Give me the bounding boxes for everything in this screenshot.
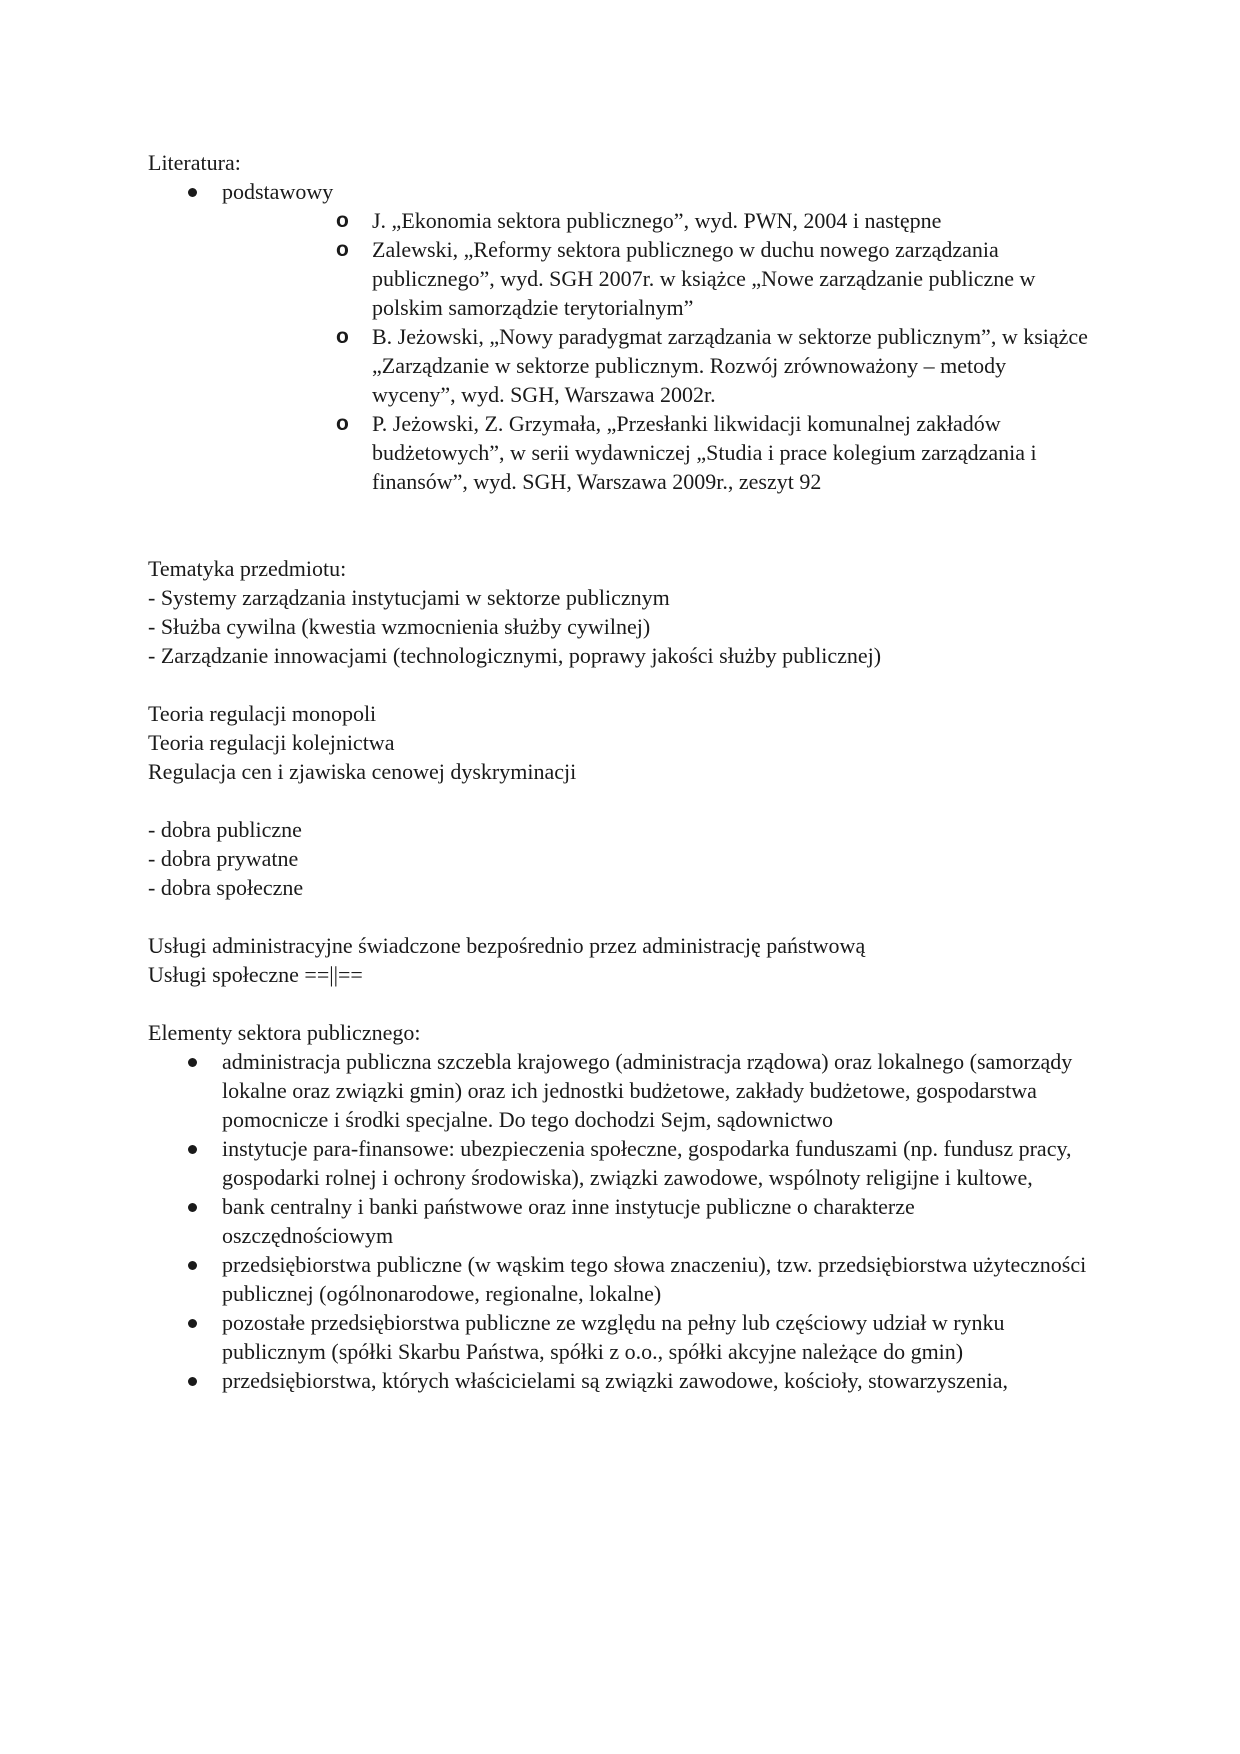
teoria-line: Regulacja cen i zjawiska cenowej dyskryminacji xyxy=(148,759,577,784)
literatura-list xyxy=(148,177,1088,496)
list-item: przedsiębiorstwa, których właścicielami są związki zawodowe, kościoły, stowarzyszenia, xyxy=(148,1366,1088,1395)
teoria-line: Teoria regulacji monopoli xyxy=(148,701,377,726)
list-item: o J. „Ekonomia sektora publicznego”, wyd. PWN, 2004 i następne xyxy=(222,206,1088,235)
elementy-list xyxy=(148,1047,1088,1395)
tematyka-heading: Tematyka przedmiotu: xyxy=(148,556,347,581)
literatura-sublist xyxy=(222,206,1088,496)
document-page xyxy=(148,148,1088,1395)
teoria-line: Teoria regulacji kolejnictwa xyxy=(148,730,395,755)
tematyka-line: - Zarządzanie innowacjami (technologicznymi, poprawy jakości służby publicznej) xyxy=(148,643,882,668)
uslugi-line: Usługi administracyjne świadczone bezpośrednio przez administrację państwową xyxy=(148,933,866,958)
dobra-line: - dobra społeczne xyxy=(148,875,304,900)
dobra-line: - dobra prywatne xyxy=(148,846,299,871)
list-item: instytucje para-finansowe: ubezpieczenia społeczne, gospodarka funduszami (np. fundusz pracy, gospodarki rolnej i ochrony środowiska), związki zawodowe, wspólnoty religijne i kultowe, xyxy=(148,1134,1088,1192)
literatura-heading: Literatura: xyxy=(148,150,241,175)
list-item: administracja publiczna szczebla krajowego (administracja rządowa) oraz lokalnego (samorządy lokalne oraz związki gmin) oraz ich jednostki budżetowe, zakłady budżetowe, gospodarstwa pomocnicze i środki specjalne. Do tego dochodzi Sejm, sądownictwo xyxy=(148,1047,1088,1134)
list-item: przedsiębiorstwa publiczne (w wąskim tego słowa znaczeniu), tzw. przedsiębiorstwa użyteczności publicznej (ogólnonarodowe, regionalne, lokalne) xyxy=(148,1250,1088,1308)
uslugi-line: Usługi społeczne ==||== xyxy=(148,962,363,987)
list-item: bank centralny i banki państwowe oraz inne instytucje publiczne o charakterze oszczędnościowym xyxy=(148,1192,1088,1250)
tematyka-line: - Systemy zarządzania instytucjami w sektorze publicznym xyxy=(148,585,670,610)
elementy-heading: Elementy sektora publicznego: xyxy=(148,1020,421,1045)
tematyka-line: - Służba cywilna (kwestia wzmocnienia służby cywilnej) xyxy=(148,614,651,639)
list-item xyxy=(148,177,1088,496)
list-item: pozostałe przedsiębiorstwa publiczne ze względu na pełny lub częściowy udział w rynku publicznym (spółki Skarbu Państwa, spółki z o.o., spółki akcyjne należące do gmin) xyxy=(148,1308,1088,1366)
dobra-line: - dobra publiczne xyxy=(148,817,302,842)
list-item: o B. Jeżowski, „Nowy paradygmat zarządzania w sektorze publicznym”, w książce „Zarządzanie w sektorze publicznym. Rozwój zrównoważony – metody wyceny”, wyd. SGH, Warszawa 2002r. xyxy=(222,322,1088,409)
list-item: o Zalewski, „Reformy sektora publicznego w duchu nowego zarządzania publicznego”, wyd. SGH 2007r. w książce „Nowe zarządzanie publiczne w polskim samorządzie terytorialnym” xyxy=(222,235,1088,322)
list-item: o P. Jeżowski, Z. Grzymała, „Przesłanki likwidacji komunalnej zakładów budżetowych”, w serii wydawniczej „Studia i prace kolegium zarządzania i finansów”, wyd. SGH, Warszawa 2009r., zeszyt 92 xyxy=(222,409,1088,496)
literatura-category: podstawowy xyxy=(222,179,334,204)
